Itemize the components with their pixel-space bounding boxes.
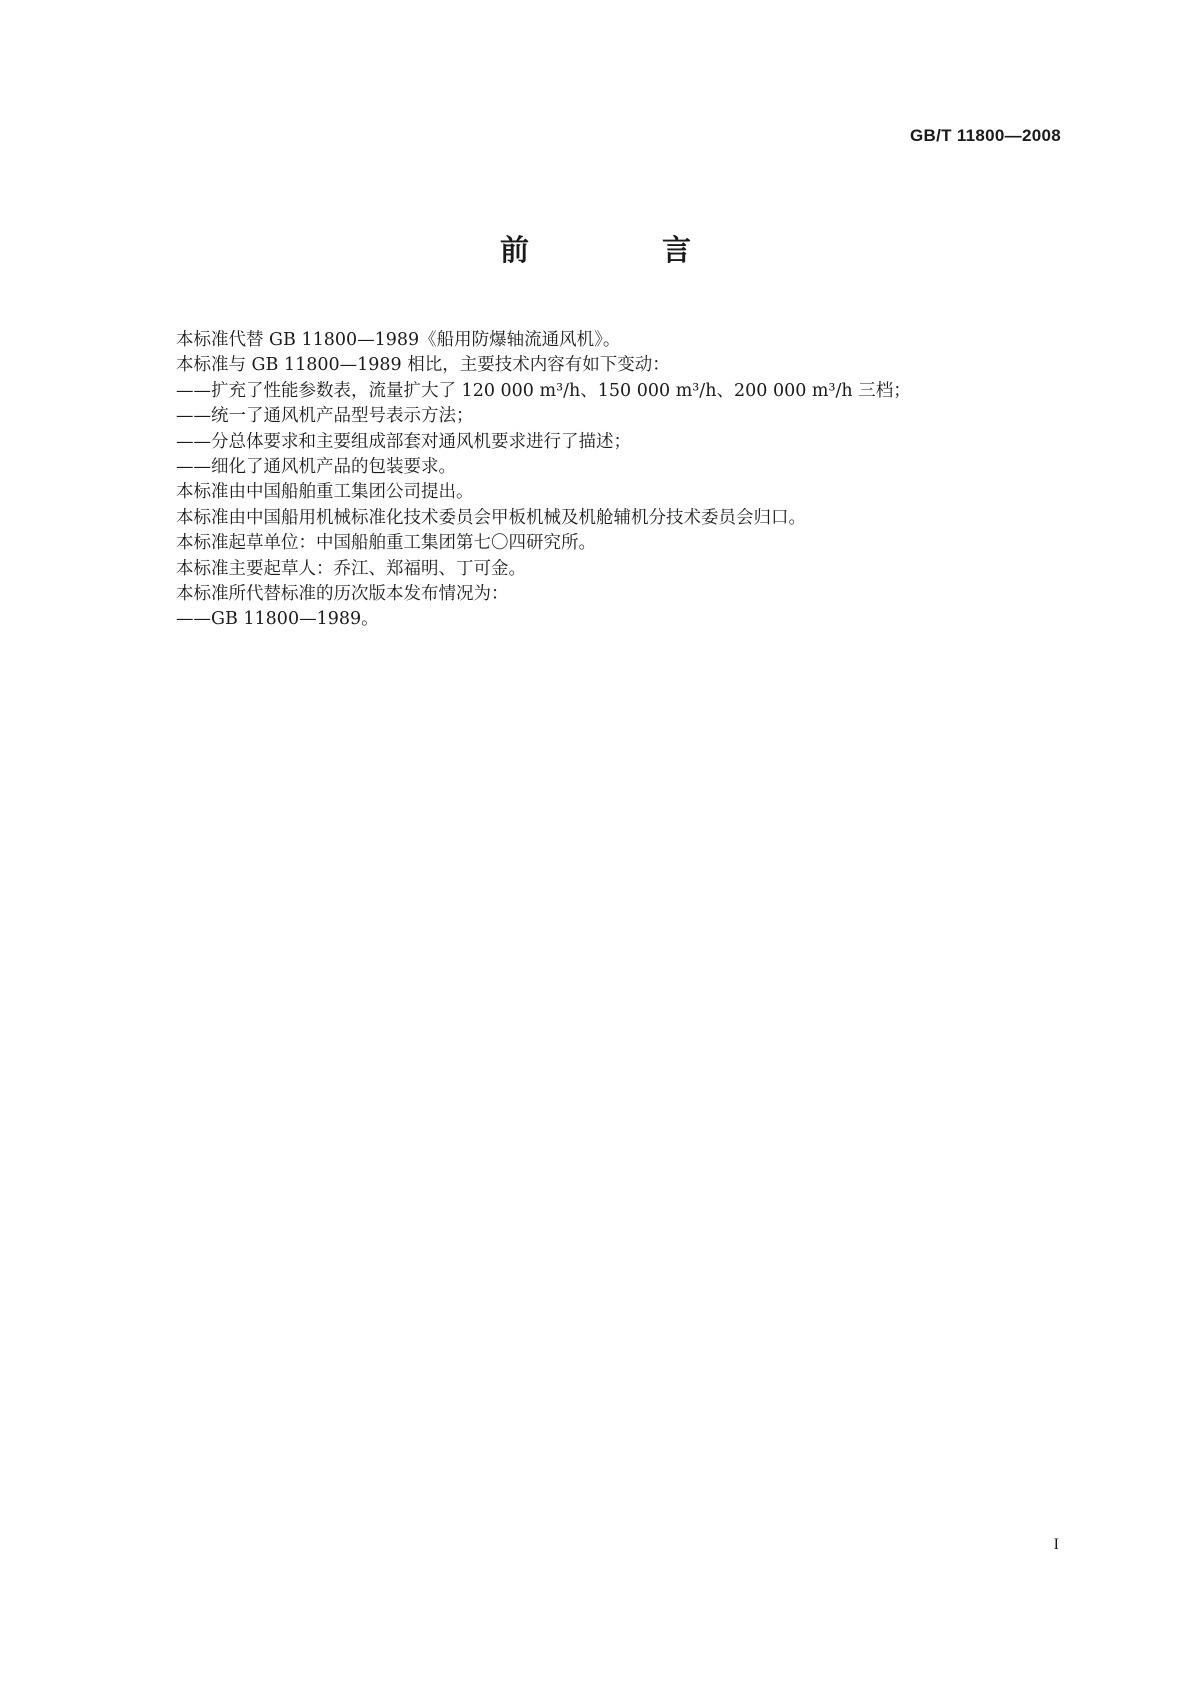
list-item-previous-edition: ——GB 11800—1989。 — [176, 609, 379, 630]
list-item-performance-table: ——扩充了性能参数表，流量扩大了 120 000 m³/h、150 000 m³/h、200 000 m³/h 三档； — [176, 380, 911, 401]
list-item-packaging: ——细化了通风机产品的包装要求。 — [176, 456, 456, 477]
paragraph-proposed-by: 本标准由中国船舶重工集团公司提出。 — [176, 482, 474, 503]
paragraph-replaces: 本标准代替 GB 11800—1989《船用防爆轴流通风机》。 — [176, 330, 621, 350]
paragraph-changes-intro: 本标准与 GB 11800—1989 相比，主要技术内容有如下变动： — [176, 355, 670, 376]
paragraph-drafting-unit: 本标准起草单位：中国船舶重工集团第七〇四研究所。 — [176, 533, 596, 554]
standard-code: GB/T 11800—2008 — [910, 126, 1061, 145]
paragraph-previous-editions: 本标准所代替标准的历次版本发布情况为： — [176, 583, 509, 604]
foreword-body — [176, 328, 1076, 633]
paragraph-drafters: 本标准主要起草人：乔江、郑福明、丁可金。 — [176, 558, 526, 579]
paragraph-centralized-by: 本标准由中国船用机械标准化技术委员会甲板机械及机舱辅机分技术委员会归口。 — [176, 507, 806, 528]
list-item-requirements: ——分总体要求和主要组成部套对通风机要求进行了描述； — [176, 431, 631, 452]
page-number: I — [1053, 1536, 1059, 1553]
page-title: 前 言 — [499, 233, 743, 267]
list-item-model-designation: ——统一了通风机产品型号表示方法； — [176, 406, 474, 427]
